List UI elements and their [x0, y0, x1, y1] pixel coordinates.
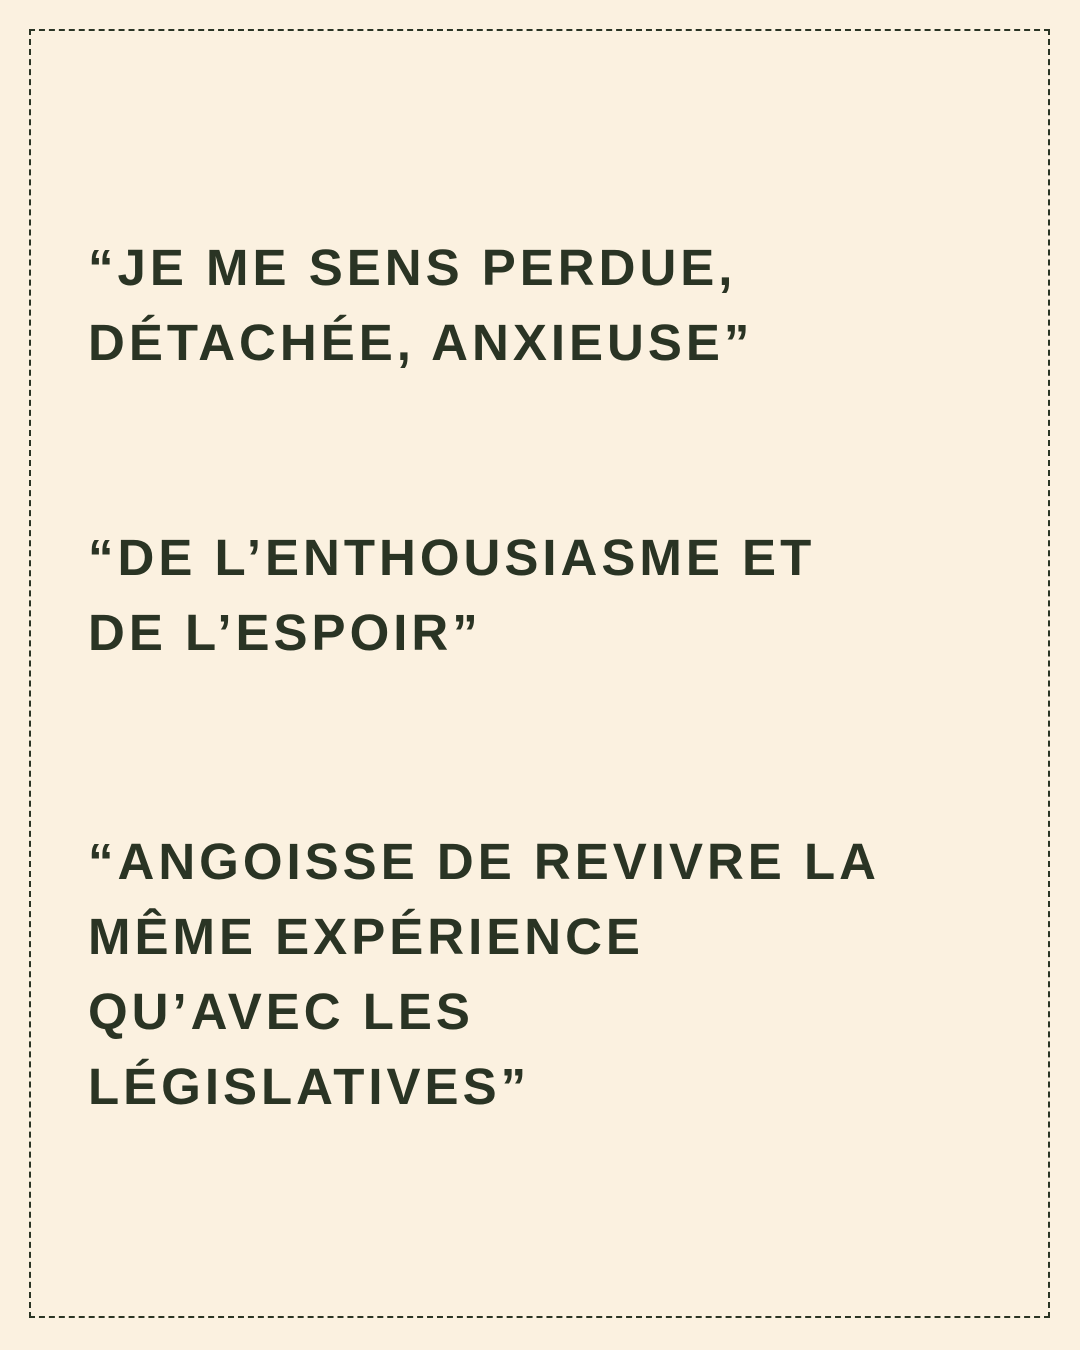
quote-block-2	[88, 520, 1020, 670]
quote-1-line-1: “JE ME SENS PERDUE,	[88, 239, 737, 296]
quote-1-line-2: DÉTACHÉE, ANXIEUSE”	[88, 314, 754, 371]
quote-3-line-4: LÉGISLATIVES”	[88, 1058, 531, 1115]
quote-3-line-1: “ANGOISSE DE REVIVRE LA	[88, 833, 880, 890]
quote-2-line-2: DE L’ESPOIR”	[88, 604, 482, 661]
dashed-border-frame	[29, 29, 1050, 1318]
quote-block-3	[88, 824, 1020, 1124]
quote-block-1	[88, 230, 1020, 380]
quote-3-line-2: MÊME EXPÉRIENCE	[88, 908, 644, 965]
quote-3-line-3: QU’AVEC LES	[88, 983, 474, 1040]
quote-2-line-1: “DE L’ENTHOUSIASME ET	[88, 529, 816, 586]
